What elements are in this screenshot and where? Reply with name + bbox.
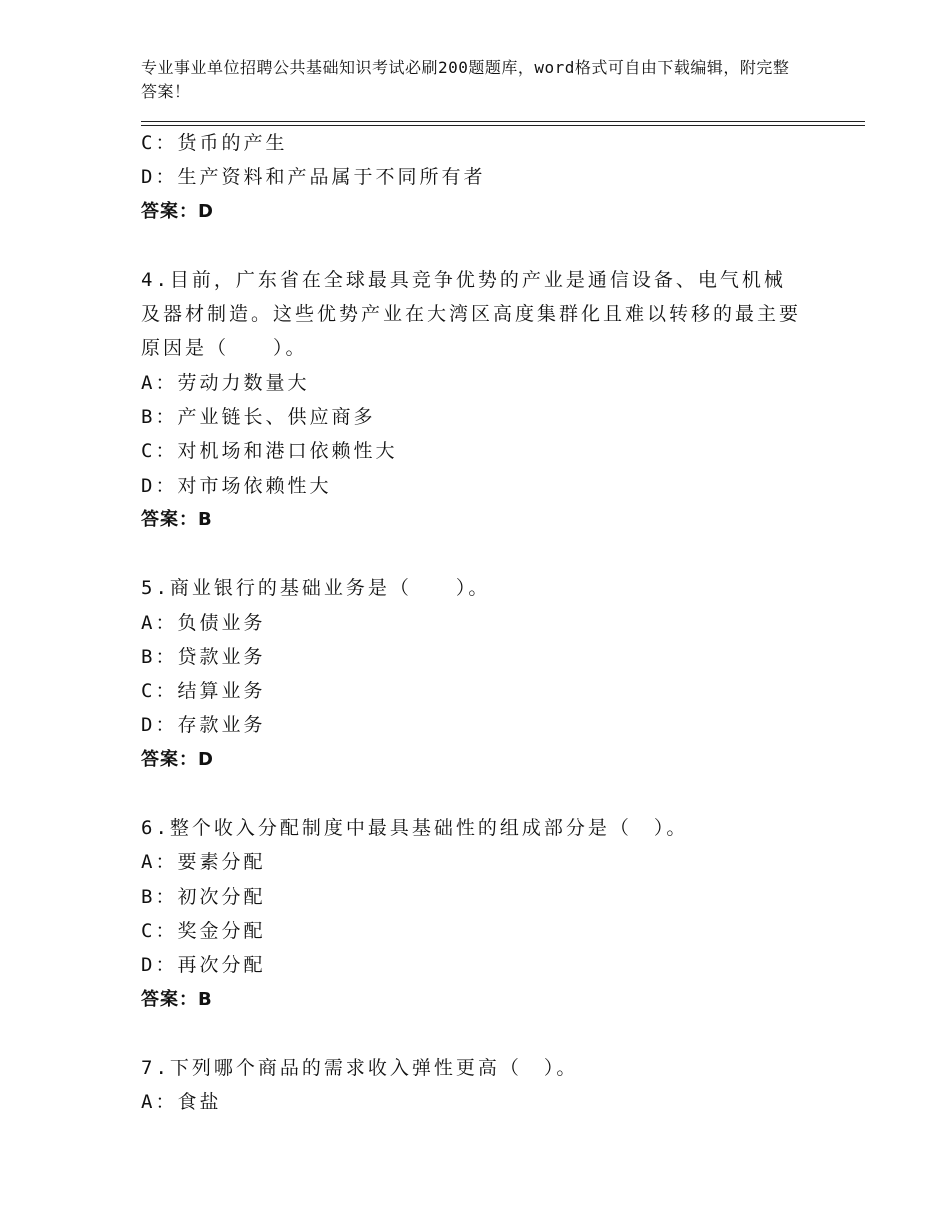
option-c: C：对机场和港口依赖性大	[141, 440, 398, 463]
option-a: A：要素分配	[141, 851, 266, 874]
spacer	[141, 229, 865, 263]
question-stem: 5.商业银行的基础业务是（ ）。	[141, 577, 491, 600]
answer-line: 答案：B	[141, 988, 213, 1010]
option-b: B：贷款业务	[141, 645, 266, 668]
document-body	[141, 126, 865, 1119]
question-stem: 7.下列哪个商品的需求收入弹性更高（ ）。	[141, 1056, 579, 1079]
question-4	[141, 263, 865, 537]
option-d: D：再次分配	[141, 954, 266, 977]
spacer	[141, 777, 865, 811]
spacer	[141, 537, 865, 571]
answer-line: 答案：B	[141, 508, 213, 530]
option-c: C：结算业务	[141, 680, 266, 703]
partial-question	[141, 126, 865, 229]
answer-line: 答案：D	[141, 748, 214, 770]
question-stem: 6.整个收入分配制度中最具基础性的组成部分是（ ）。	[141, 817, 689, 840]
option-d: D：存款业务	[141, 714, 266, 737]
question-5	[141, 571, 865, 777]
page-header: 专业事业单位招聘公共基础知识考试必刷200题题库，word格式可自由下载编辑，附完整答案！	[141, 58, 790, 101]
option-a: A：劳动力数量大	[141, 371, 310, 394]
question-6	[141, 811, 865, 1017]
option-a: A：食盐	[141, 1091, 222, 1114]
option-c: C：奖金分配	[141, 919, 266, 942]
option-c: C：货币的产生	[141, 132, 288, 154]
option-b: B：初次分配	[141, 885, 266, 908]
option-b: B：产业链长、供应商多	[141, 406, 376, 429]
question-stem: 4.目前，广东省在全球最具竞争优势的产业是通信设备、电气机械及器材制造。这些优势产业在大湾区高度集群化且难以转移的最主要原因是（ ）。	[141, 268, 802, 360]
spacer	[141, 1017, 865, 1051]
option-a: A：负债业务	[141, 611, 266, 634]
answer-line: 答案：D	[141, 200, 214, 222]
option-d: D：对市场依赖性大	[141, 474, 332, 497]
option-d: D：生产资料和产品属于不同所有者	[141, 166, 486, 189]
question-7	[141, 1051, 865, 1120]
